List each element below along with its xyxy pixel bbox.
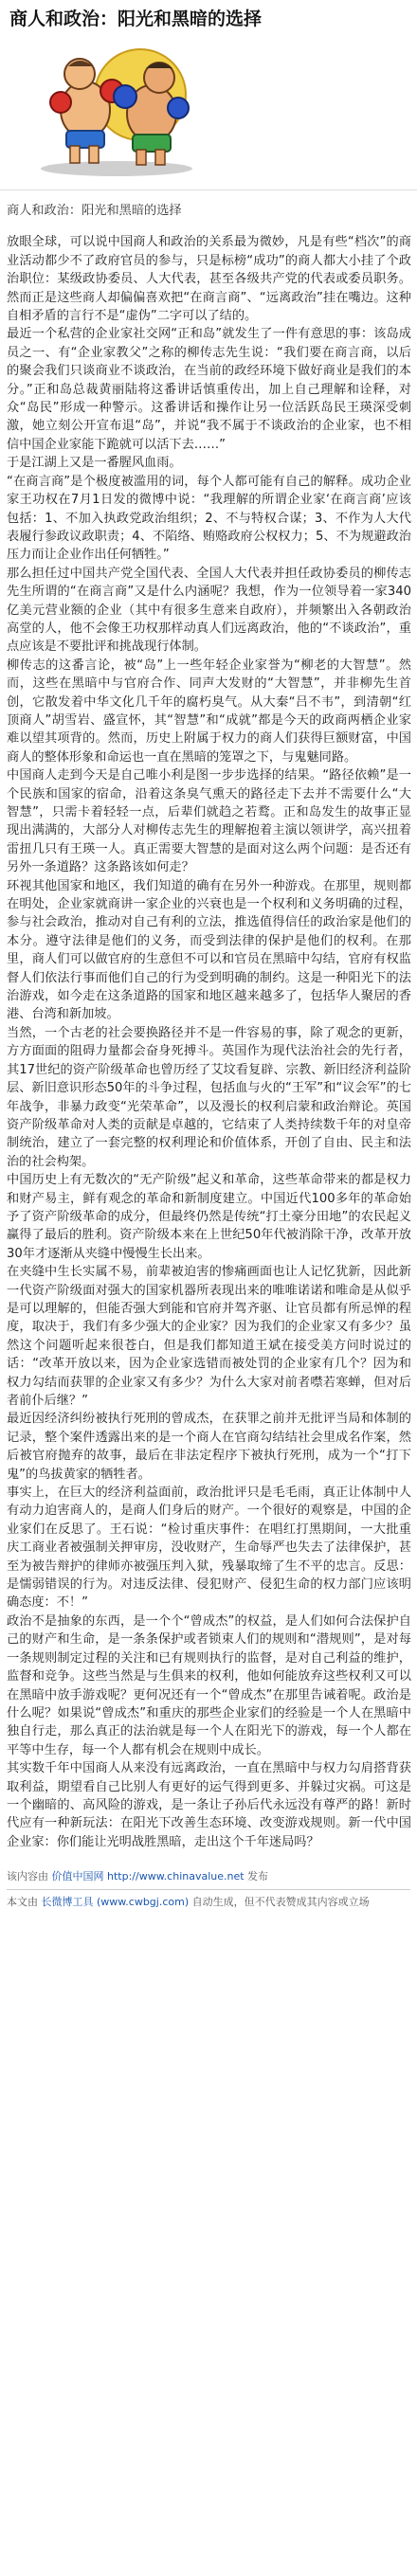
- source-prefix: 该内容由: [7, 1870, 48, 1883]
- article-paragraph: 当然，一个古老的社会要换路径并不是一件容易的事，除了观念的更新，方方面面的阻碍力量都会奋身死搏斗。英国作为现代法治社会的先行者，其17世纪的资产阶级革命也曾历经了艾坟看复辟、宗教、新旧经济利益阶层、新旧意识形态50年的斗争过程，包括血与火的“王军”和“议会军”的七年战争，非暴力政变“光荣革命”，以及漫长的权利启蒙和政治辩论。英国资产阶级革命对人类的贡献是卓越的，它结束了人类持续数千年的对皇帝制统治，建立了一套完整的权利理论和价值体系，开创了自由、民主和法治的社会构架。: [7, 1025, 411, 1169]
- ground-shadow: [41, 161, 192, 176]
- article-body: [0, 202, 417, 1851]
- source-url-link[interactable]: http://www.chinavalue.net: [107, 1870, 245, 1883]
- header: [0, 0, 417, 190]
- article-paragraph: 事实上，在巨大的经济利益面前，政治批评只是毛毛雨，真正让体制中人有动力迫害商人的，是商人们身后的财产。一个很好的观察是，中国的企业家们在反思了。王石说：“检讨重庆事件：在唱红打黑期间，一大批重庆工商业者被强制关押审房，没收财产，生命辱严也失去了法律保护，甚至为被告辩护的律师亦被强压判入狱，残暴取缔了生不平的忠言。反思：是懦弱错误的行为。对违反法律、侵犯财产、侵犯生命的权力部门应该明确态度：不！”: [7, 1486, 411, 1611]
- article-paragraph: 最近因经济纠纷被执行死刑的曾成杰，在获罪之前并无批评当局和体制的记录，整个案件透露出来的是一个商人在官商勾结结社会里成名作案，然后被官府抛弃的故事，最后在非法定程序下被执行死刑，成为一个“打下鬼”的鸟拔黄家的牺牲者。: [7, 1412, 411, 1482]
- article-paragraph: 柳传志的这番言论，被“岛”上一些年轻企业家誉为“柳老的大智慧”。然而，这些在黑暗中与官府合作、同声大发财的“大智慧”，并非柳先生首创，它散发着中华文化几千年的腐朽臭气。从大秦“吕不韦”，到清朝“红顶商人”胡雪岩、盛宣怀，其“智慧”和“成就”都是今天的政商两栖企业家难以望其项背的。然而，历史上附属于权力的商人们获得巨额财富，中国商人的整体形象和命运也一直在黑暗的笼罩之下，与鬼魅同路。: [7, 658, 411, 765]
- credit-tool-link[interactable]: 长微博工具: [41, 1896, 94, 1909]
- source-suffix: 发布: [247, 1870, 269, 1883]
- credit-url-link[interactable]: (www.cwbgj.com): [97, 1896, 190, 1909]
- article-paragraph: 于是江湖上又是一番腥风血雨。: [7, 456, 182, 471]
- footer-divider: [7, 1889, 410, 1890]
- credit-prefix: 本文由: [7, 1896, 38, 1909]
- credit-suffix: 自动生成，但不代表赞成其内容或立场: [191, 1896, 370, 1909]
- footer: [0, 1863, 417, 1920]
- article-paragraph: 最近一个私营的企业家社交网“正和岛”就发生了一件有意思的事：该岛成员之一、有“企业家教父”之称的柳传志先生说：“我们要在商言商，以后的聚会我们只谈商业不谈政治，在当前的政经环境下做好商业是我们的本分。”正和岛总裁黄丽陆将这番讲话慎重传出，加上自己理解和诠释，对众“岛民”形成一种警示。这番讲话和操作让另一位活跃岛民王瑛深受刺激，她立刻公开宣布退“岛”，并说“我不属于不谈政治的企业家，也不相信中国企业家能下跪就可以活下去……”: [7, 327, 411, 452]
- page-title: 商人和政治：阳光和黑暗的选择: [9, 9, 263, 29]
- article-paragraph: 中国历史上有无数次的“无产阶级”起义和革命，这些革命带来的都是权力和财产易主，鲜有观念的革命和新制度建立。中国近代100多年的革命始予了资产阶级革命的成分，但最终仍然是传统“打土豪分田地”的农民起义赢得了最后的胜利。资产阶级本来在上世纪50年代被消除干净，改革开放30年才逐渐从夹缝中慢慢生长出来。: [7, 1173, 411, 1261]
- article-subtitle: 商人和政治：阳光和黑暗的选择: [7, 204, 182, 218]
- article-paragraph: 放眼全球，可以说中国商人和政治的关系最为微妙，凡是有些“档次”的商业活动都少不了政府官员的参与，只是标榜“成功”的商人都大小挂了个政治职位：某级政协委员、人大代表，甚至各级共产党的代表或委员职务。然而正是这些商人却偏偏喜欢把“在商言商”、“远离政治”挂在嘴边。这种自相矛盾的言行不是“虚伪”二字可以了结的。: [7, 235, 411, 324]
- article-paragraph: 政治不是抽象的东西，是一个个“曾成杰”的权益，是人们如何合法保护自己的财产和生命，是一条条保护或者锁束人们的规则和“潜规则”，是对每一条规则制定过程的关注和已有规则执行的监督，是对自己利益的维护，监督和竞争。这些当然是与生俱来的权利，他如何能放弃这些权利又可以在黑暗中放手游戏呢？更何况还有一个“曾成杰”在那里告诫着呢。政治是什么呢？如果说“曾成杰”和重庆的那些企业家们的经验是一个人在黑暗中独自行走，那么真正的法治就是每一个人在阳光下的游戏，每一个人都在平等中生存，每一个人都有机会在规则中成长。: [7, 1613, 411, 1757]
- paragraph-list: [7, 233, 411, 1851]
- article-paragraph: 在夹缝中生长实属不易，前辈被迫害的惨痛画面也让人记忆犹新，因此新一代资产阶级面对强大的国家机器所表现出来的唯唯诺诺和唯命是从似乎是可以理解的，但能否强大到能和官府并驾齐驱、让官员都有所忌惮的程度，取决于，我们有多少强大的企业家？因为我们的企业家又有多少？虽然这个问题听起来很苍白，但是我们都知道王斌在接受美方问时说过的话：“改革开放以来，因为企业家选错而被处罚的企业家有几个？因为和权力勾结而获罪的企业家又有多少？为什么大家对前者噤若寒蝉，但对后者前仆后继？”: [7, 1265, 411, 1408]
- article-paragraph: 环视其他国家和地区，我们知道的确有在另外一种游戏。在那里，规则都在明处，企业家就商讲一家企业的兴衰也是一个权利和义务明确的过程，参与社会政治，推动对自己有利的立法，推选值得信任的政治家是他们的本分。遵守法律是他们的义务，而受到法律的保护是他们的权利。在那里，商人们可以做官府的生意但不可以和官员在黑暗中勾结，官府有权监督人们依法行事而他们自己的行为受到明确的制约。这是一种阳光下的法治游戏，如今走在这条道路的国家和地区越来越多了，包括华人聚居的香港、台湾和新加坡。: [7, 878, 411, 1022]
- article-paragraph: “在商言商”是个极度被滥用的词，每个人都可能有自己的解释。成功企业家王功权在7月1日发的微博中说：“我理解的所谓企业家‘在商言商’应该包括：1、不加入执政党政治组织；2、不与特权合谋；3、不作为人大代表履行参政议政职责；4、不陷络、贿赂政府公权权力；5、不为规避政治压力而让企业作出任何牺牲。”: [7, 474, 411, 563]
- article-paragraph: 那么担任过中国共产党全国代表、全国人大代表并担任政协委员的柳传志先生所谓的“在商言商”又是什么内涵呢？我想，作为一位领导着一家340亿美元营业额的企业（其中有很多生意来自政府），并频繁出入各朝政治高堂的人，他不会像王功权那样动真人们远离政治，他的“不谈政治”，重点应该是不要批评和挑战现行体制。: [7, 566, 411, 655]
- credit-line: [7, 1894, 410, 1911]
- source-site-link[interactable]: 价值中国网: [51, 1870, 104, 1883]
- article-paragraph: 其实数千年中国商人从来没有远离政治，一直在黑暗中与权力勾肩搭背获取利益，期望看自己比别人有更好的运气得到更多、并躲过灾祸。可这是一个幽暗的、高风险的游戏，是一条让子孙后代永远没有尊严的路！新时代应有一种新玩法：在阳光下改善生态环境、改变游戏规则。新一代中国企业家：你们能让光明战胜黑暗，走出这个千年迷局吗？: [7, 1761, 411, 1849]
- article-paragraph: 中国商人走到今天是自己唯小利是图一步步选择的结果。“路径依赖”是一个民族和国家的宿命，沿着这条臭气熏天的路径走下去并不需要什么“大智慧”，只需卡着轻轻一点，后辈们就趋之若鹜。正和岛发生的故事正显现出满满的，大部分人对柳传志先生的理解抱着主演以领讲学，高兴扭着雷扭几只有王瑛一人。真正需要大智慧的是面对这么两个问题：是否还有另外一条道路？这条路该如何走？: [7, 768, 411, 875]
- source-line: [7, 1868, 410, 1885]
- boxing-cartoon-illustration: [27, 36, 207, 178]
